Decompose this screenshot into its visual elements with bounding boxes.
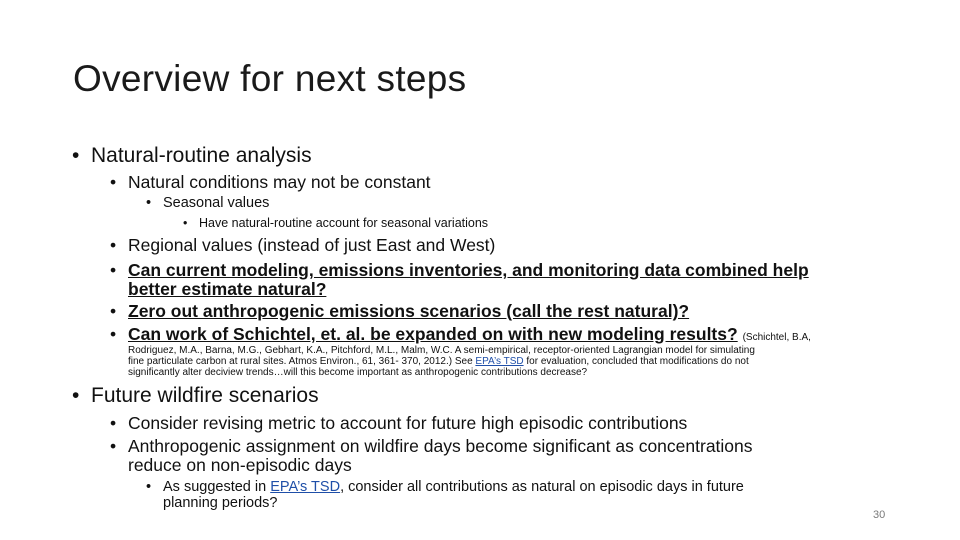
bullet-dot: • <box>110 324 117 344</box>
citation-line-1: Rodriguez, M.A., Barna, M.G., Gebhart, K.A., Pitchford, M.L., Malm, W.C. A semi-empirical, receptor-oriented Lagrangian model for simulating <box>128 345 755 356</box>
bullet-dot: • <box>110 260 117 280</box>
bullet-future-wildfire: Future wildfire scenarios <box>91 384 319 407</box>
bullet-combined-data-cont: better estimate natural? <box>128 279 327 299</box>
bullet-zero-out: Zero out anthropogenic emissions scenarios (call the rest natural)? <box>128 301 690 321</box>
bullet-anthropogenic: Anthropogenic assignment on wildfire days become significant as concentrations <box>128 436 753 456</box>
bullet-dot: • <box>110 413 117 433</box>
bullet-schichtel <box>128 324 811 345</box>
bullet-anthropogenic-cont: reduce on non-episodic days <box>128 455 352 475</box>
bullet-dot: • <box>110 172 117 192</box>
bullet-dot: • <box>110 301 117 321</box>
bullet-seasonal-variations: Have natural-routine account for seasonal variations <box>199 216 489 230</box>
page-number: 30 <box>873 509 886 521</box>
bullet-dot: • <box>72 144 80 167</box>
citation-line-2: fine particulate carbon at rural sites. Atmos Environ., 61, 361- 370, 2012.) See EPA’s TSD for evaluation, concluded that modifications do not <box>128 356 749 367</box>
bullet-suggested: As suggested in EPA’s TSD, consider all contributions as natural on episodic days in future <box>163 479 744 495</box>
citation-tsd-link[interactable]: EPA’s TSD <box>475 356 524 367</box>
bullet-dot: • <box>146 195 152 211</box>
bullet-combined-data: Can current modeling, emissions inventories, and monitoring data combined help <box>128 260 809 280</box>
bullet-dot: • <box>110 436 117 456</box>
bullet-dot: • <box>72 384 80 407</box>
bullet-natural-routine: Natural-routine analysis <box>91 144 312 167</box>
slide-title: Overview for next steps <box>73 58 467 99</box>
bullet-seasonal-values: Seasonal values <box>163 195 270 211</box>
citation-line-3: significantly alter deciview trends…will this become important as anthropogenic contributions decrease? <box>128 367 588 378</box>
bullet-revising-metric: Consider revising metric to account for future high episodic contributions <box>128 413 688 433</box>
citation-start: (Schichtel, B.A, <box>742 332 811 343</box>
bullet-suggested-cont: planning periods? <box>163 495 278 511</box>
bullet-dot: • <box>110 235 117 255</box>
suggested-tsd-link[interactable]: EPA’s TSD <box>270 479 341 495</box>
schichtel-question: Can work of Schichtel, et. al. be expanded on with new modeling results? <box>128 324 738 344</box>
bullet-regional-values: Regional values (instead of just East and West) <box>128 235 496 255</box>
bullet-dot: • <box>146 479 152 495</box>
bullet-natural-conditions: Natural conditions may not be constant <box>128 172 431 192</box>
bullet-dot: • <box>183 216 188 230</box>
